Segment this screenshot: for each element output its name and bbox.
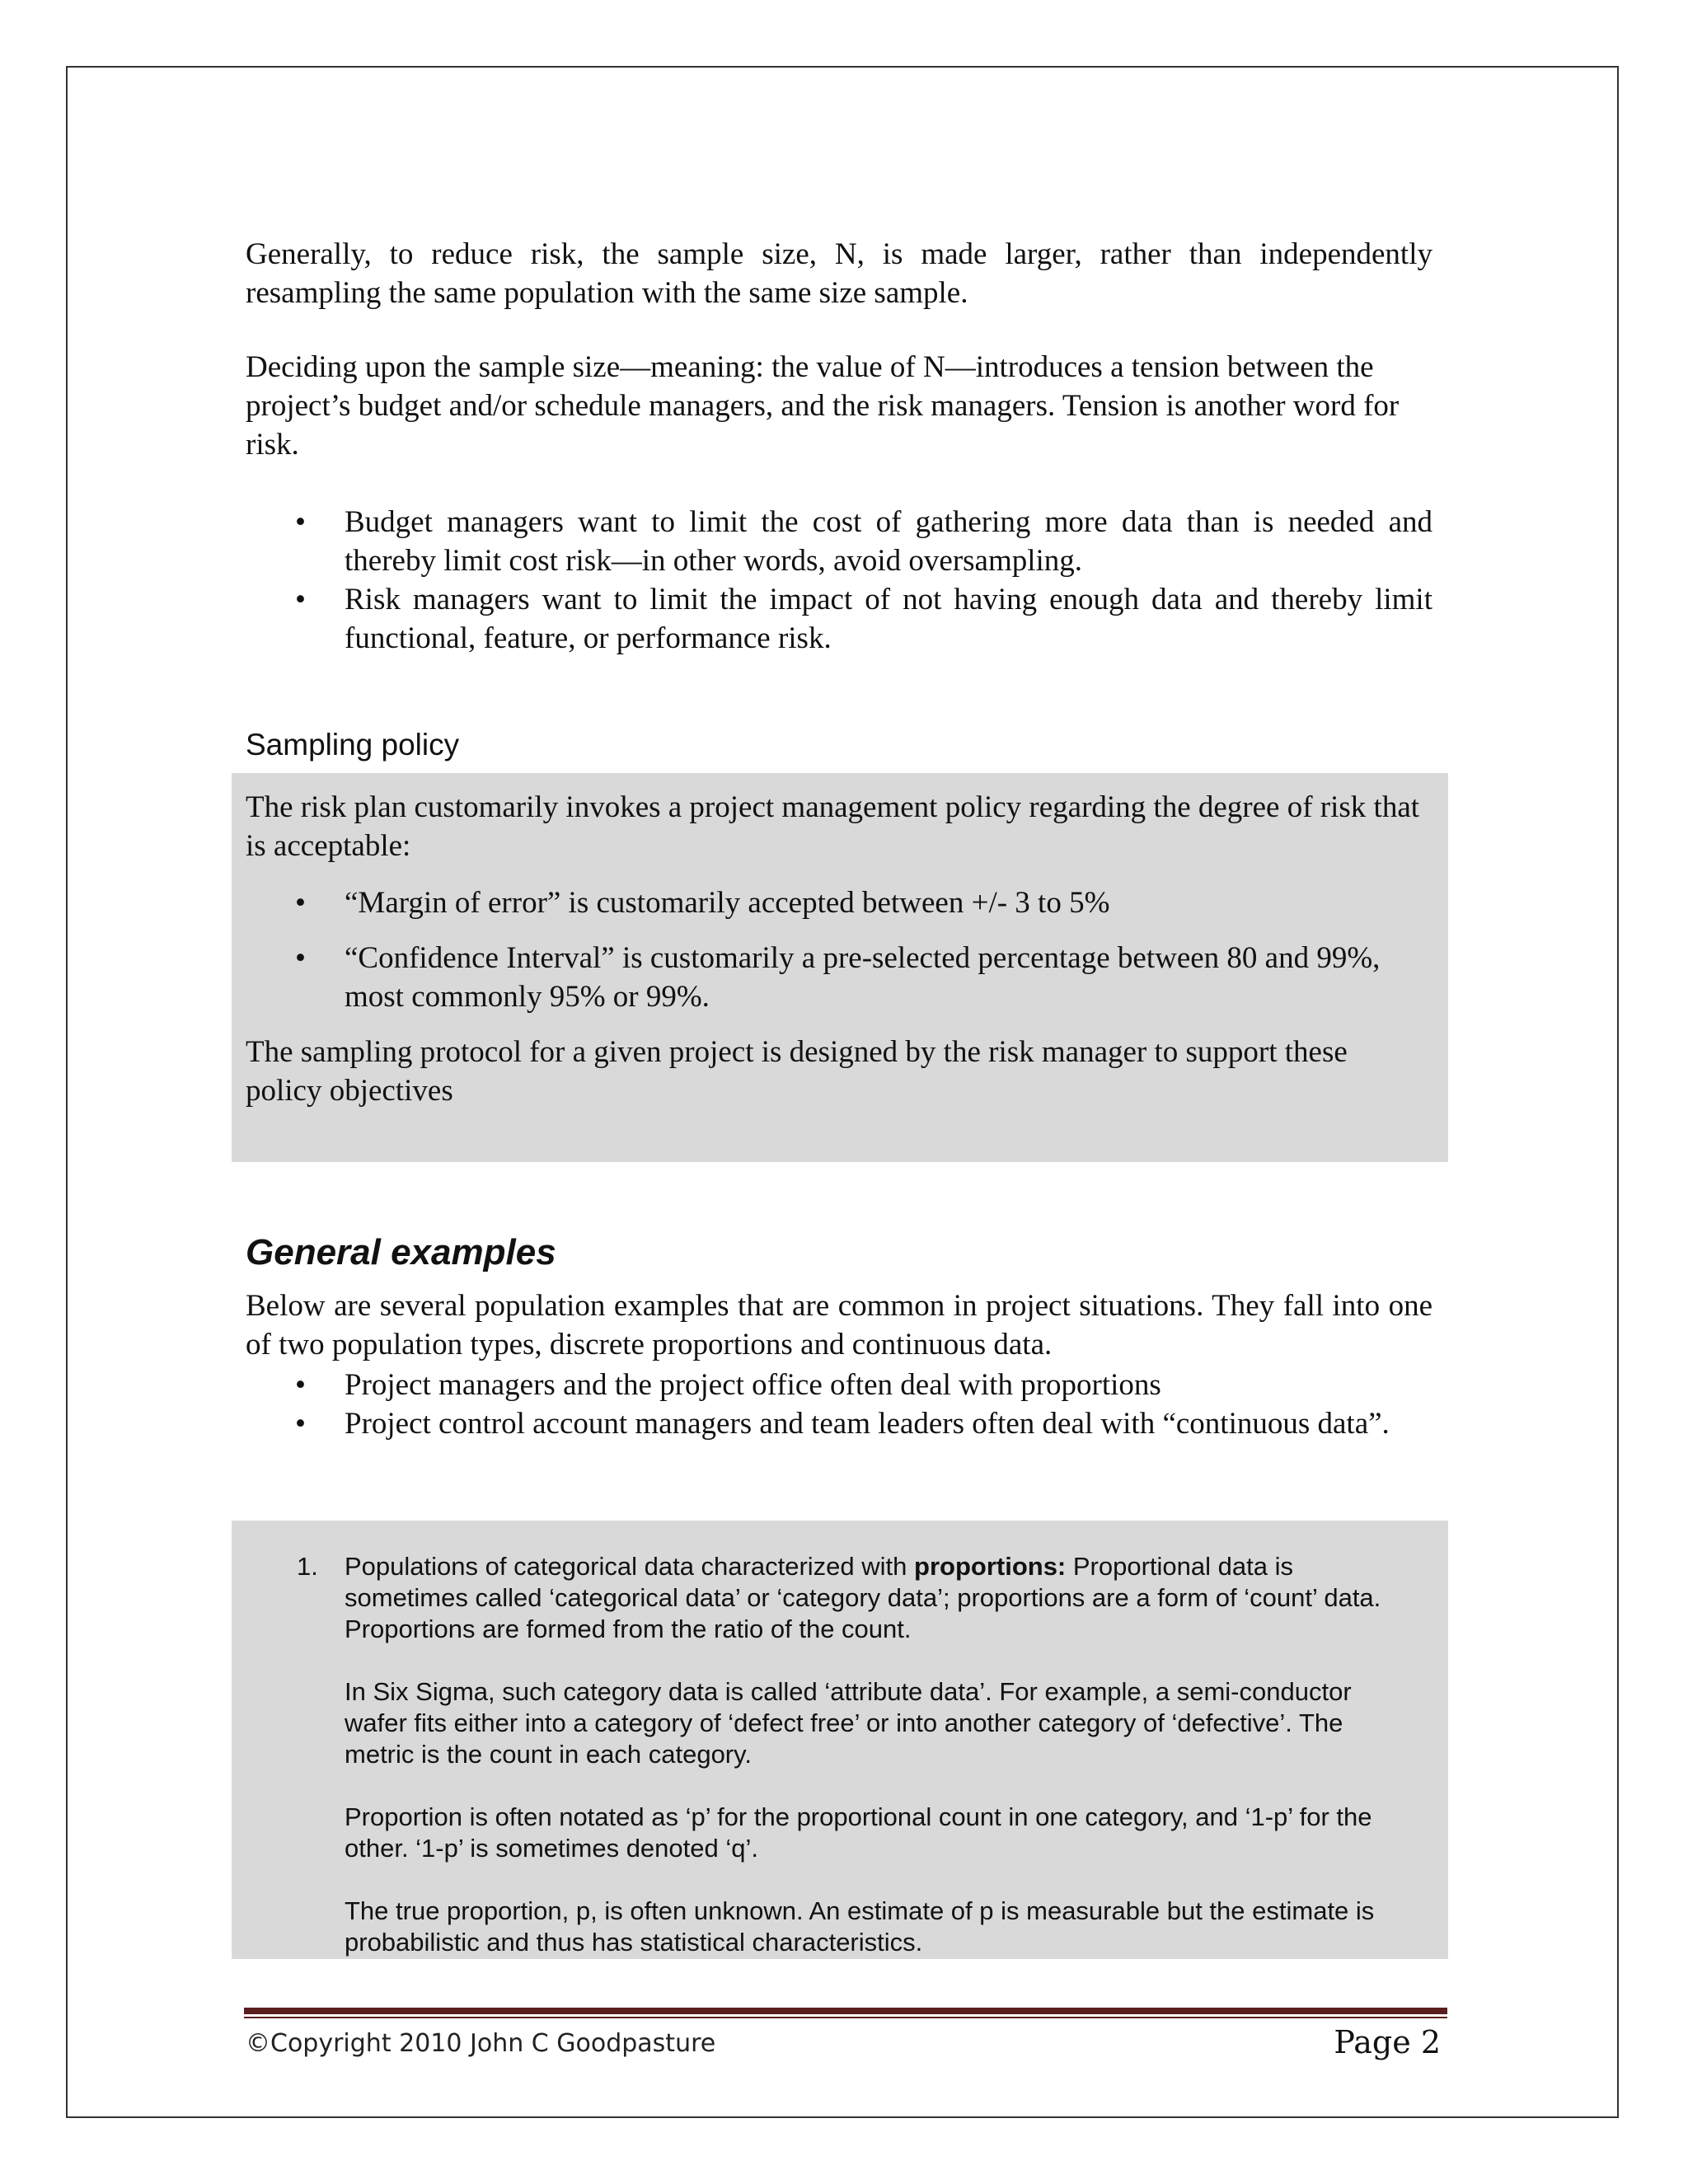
example-number: 1. [297, 1552, 318, 1581]
example-paragraph-2: In Six Sigma, such category data is called ‘attribute data’. For example, a semi-conductor wafer fits either into a category of ‘defect free’ or into another category of ‘defective’. The metric is the count in each category. [345, 1677, 1352, 1769]
general-examples-lead: Below are several population examples that are common in project situations. They fall into one of two population types, discrete proportions and continuous data. [246, 1289, 1432, 1361]
example-p1-before: Populations of categorical data characterized with [345, 1552, 915, 1581]
sampling-policy-lead: The risk plan customarily invokes a project management policy regarding the degree of risk that is acceptable: [246, 790, 1420, 863]
intro-paragraph-1: Generally, to reduce risk, the sample size, N, is made larger, rather than independently resampling the same population with the same size sample. [246, 237, 1432, 310]
sampling-policy-closing: The sampling protocol for a given project is designed by the risk manager to support these policy objectives [246, 1035, 1348, 1108]
general-examples-bullet-item [246, 1404, 1432, 1443]
sampling-policy-bullet-item [246, 939, 1424, 1016]
general-examples-bullet-item [246, 1366, 1432, 1404]
bullet-icon: • [295, 1407, 306, 1441]
intro-bullet-item [246, 503, 1432, 580]
sampling-policy-heading: Sampling policy [246, 728, 460, 762]
intro-paragraph-2: Deciding upon the sample size—meaning: the value of N—introduces a tension between the project’s budget and/or schedule managers, and the risk managers. Tension is another word for risk. [246, 350, 1400, 462]
footer-copyright: ©Copyright 2010 John C Goodpasture [246, 2029, 716, 2058]
general-examples-bullet-text: Project control account managers and team leaders often deal with “continuous data”. [345, 1407, 1390, 1441]
intro-bullet-text: Budget managers want to limit the cost of gathering more data than is needed and thereby limit cost risk—in other words, avoid oversampling. [345, 505, 1432, 578]
intro-bullet-item [246, 580, 1432, 658]
general-examples-bullet-list [246, 1366, 1432, 1443]
general-examples-heading: General examples [246, 1232, 556, 1272]
example-p1-bold: proportions: [914, 1552, 1067, 1581]
bullet-icon: • [295, 941, 306, 975]
footer-rule [244, 2008, 1447, 2014]
example-content [345, 1551, 1416, 1958]
bullet-icon: • [295, 583, 306, 616]
bullet-icon: • [295, 1368, 306, 1402]
sampling-policy-bullet-text: “Confidence Interval” is customarily a pre-selected percentage between 80 and 99%, most commonly 95% or 99%. [345, 941, 1381, 1014]
bullet-icon: • [295, 886, 306, 920]
example-p1-after: Proportional data is sometimes called ‘categorical data’ or ‘category data’; proportions are a form of ‘count’ data. Proportions are formed from the ratio of the count. [345, 1552, 1381, 1643]
intro-bullet-list [246, 503, 1432, 658]
footer-page-number: Page 2 [1334, 2024, 1441, 2060]
sampling-policy-bullet-text: “Margin of error” is customarily accepted between +/- 3 to 5% [345, 886, 1110, 920]
general-examples-bullet-text: Project managers and the project office often deal with proportions [345, 1368, 1161, 1402]
sampling-policy-bullet-item [246, 883, 1424, 922]
footer-rule-thin [244, 2017, 1447, 2018]
example-paragraph-3: Proportion is often notated as ‘p’ for the proportional count in one category, and ‘1-p’ for the other. ‘1-p’ is sometimes denoted ‘q’. [345, 1802, 1372, 1863]
example-paragraph-1 [345, 1551, 1416, 1645]
sampling-policy-bullet-list [246, 883, 1424, 1016]
intro-bullet-text: Risk managers want to limit the impact of not having enough data and thereby limit functional, feature, or performance risk. [345, 583, 1432, 655]
bullet-icon: • [295, 505, 306, 539]
example-paragraph-4: The true proportion, p, is often unknown. An estimate of p is measurable but the estimate is probabilistic and thus has statistical characteristics. [345, 1896, 1375, 1957]
